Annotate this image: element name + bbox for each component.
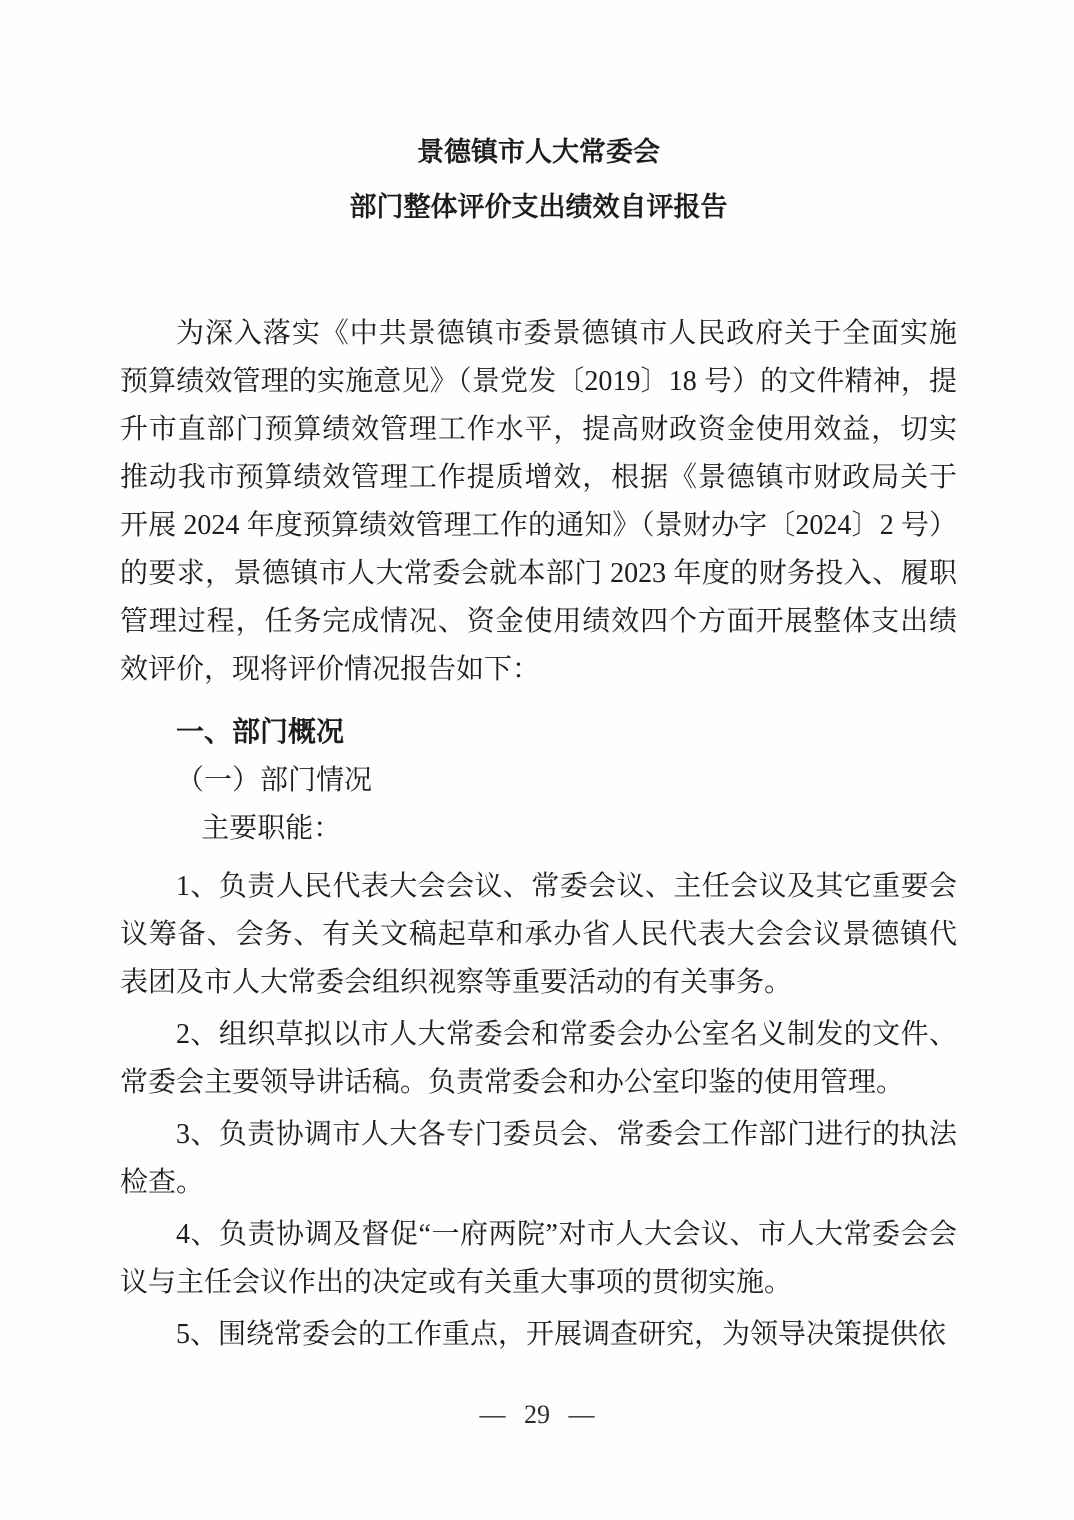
function-item-5: 5、围绕常委会的工作重点，开展调查研究，为领导决策提供依 <box>176 1319 947 1350</box>
main-functions-label: 主要职能： <box>201 813 342 844</box>
intro-paragraph: 为深入落实《中共景德镇市委景德镇市人民政府关于全面实施预算绩效管理的实施意见》（景党发〔2019〕18 号）的文件精神，提升市直部门预算绩效管理工作水平，提高财政资金使用效益，切实推动我市预算绩效管理工作提质增效，根据《景德镇市财政局关于开展 2024 年度预算绩效管理工作的通知》（景财办字〔2024〕2 号）的要求，景德镇市人大常委会就本部门 2023 年度的财务投入、履职管理过程，任务完成情况、资金使用绩效四个方面开展整体支出绩效评价，现将评价情况报告如下： <box>120 318 957 685</box>
page-number: — 29 — <box>479 1400 595 1429</box>
function-item-1: 1、负责人民代表大会会议、常委会议、主任会议及其它重要会议筹备、会务、有关文稿起草和承办省人民代表大会会议景德镇代表团及市人大常委会组织视察等重要活动的有关事务。 <box>120 871 957 998</box>
document-title-line-1: 景德镇市人大常委会 <box>417 137 660 167</box>
function-item-3: 3、负责协调市人大各专门委员会、常委会工作部门进行的执法检查。 <box>120 1119 957 1198</box>
function-item-2: 2、组织草拟以市人大常委会和常委会办公室名义制发的文件、常委会主要领导讲话稿。负责常委会和办公室印鉴的使用管理。 <box>120 1019 957 1098</box>
subsection-heading-department-situation: （一）部门情况 <box>176 765 373 796</box>
document-title-line-2: 部门整体评价支出绩效自评报告 <box>349 192 728 222</box>
document-content <box>120 0 957 1359</box>
function-item-4: 4、负责协调及督促“一府两院”对市人大会议、市人大常委会会议与主任会议作出的决定或有关重大事项的贯彻实施。 <box>120 1219 957 1298</box>
section-heading-department-overview: 一、部门概况 <box>176 717 345 748</box>
